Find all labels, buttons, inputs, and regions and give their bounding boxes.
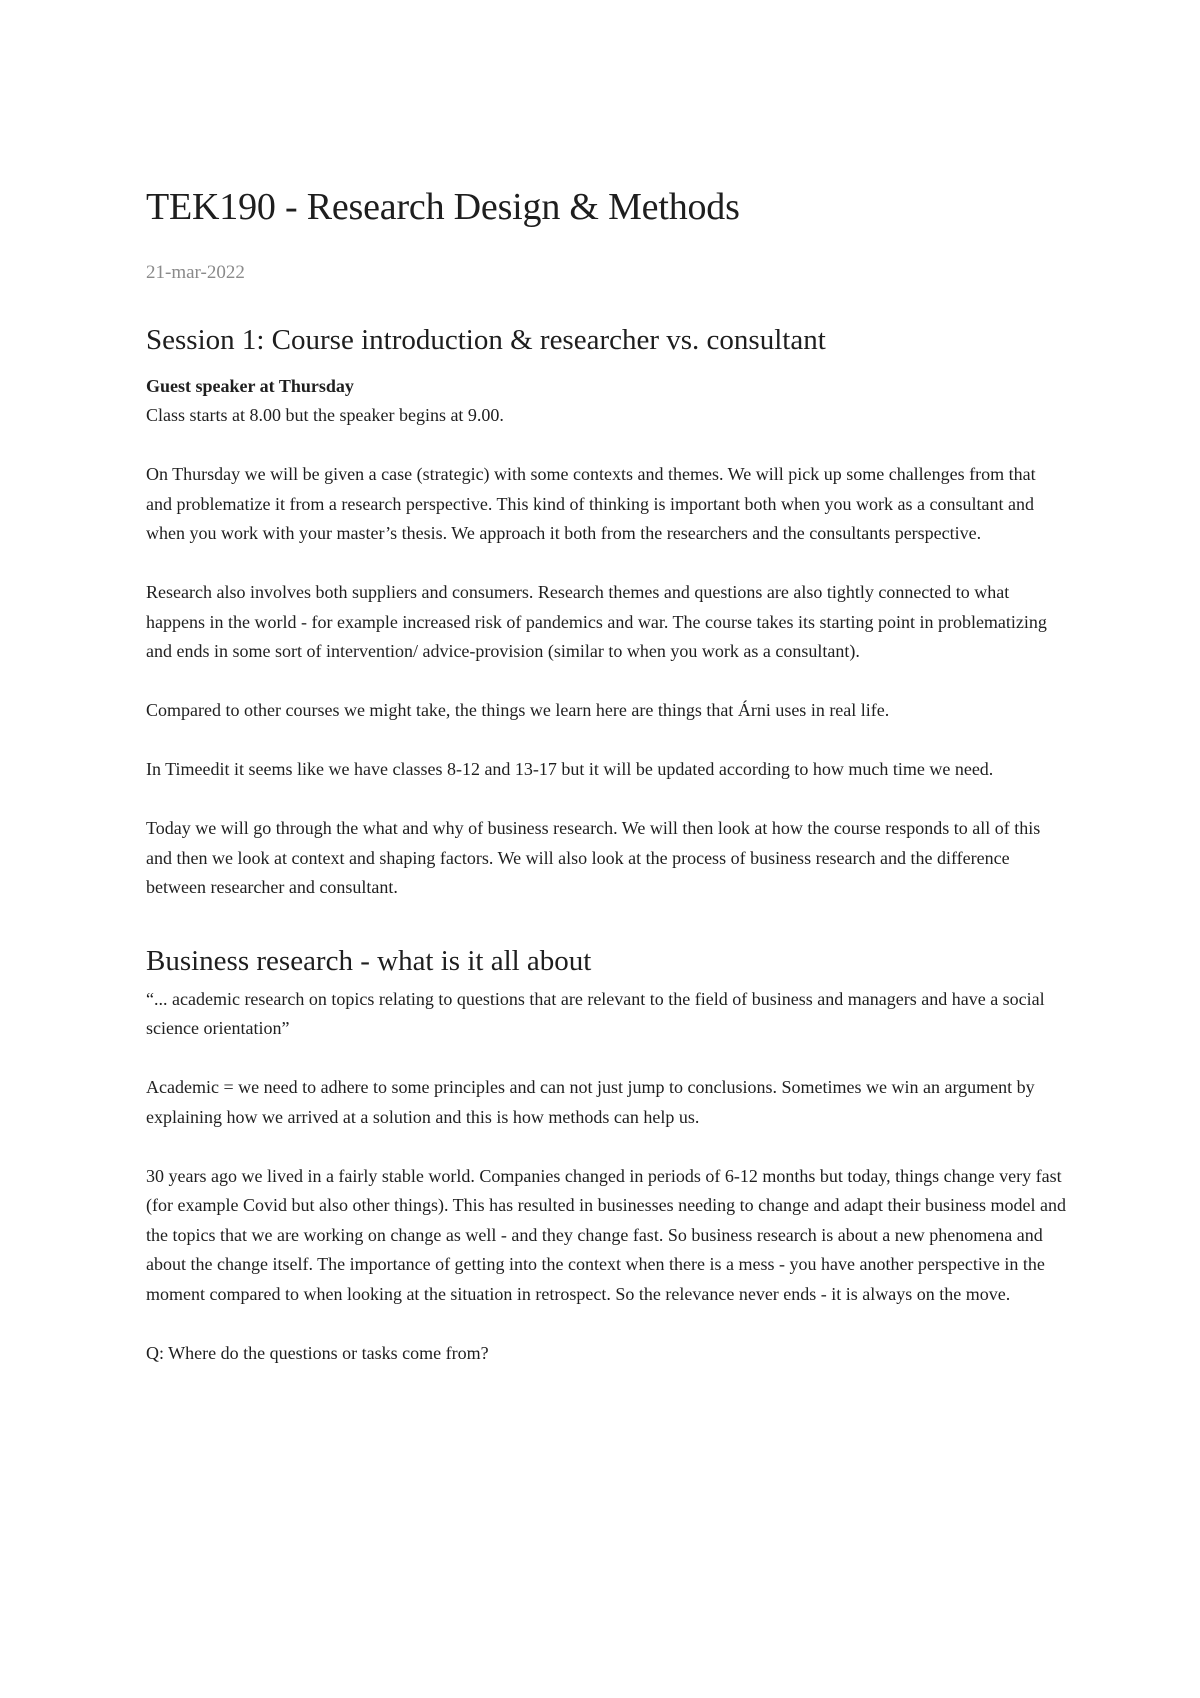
section-heading-business-research: Business research - what is it all about	[146, 944, 592, 977]
section-heading-session-1: Session 1: Course introduction & researcher vs. consultant	[146, 324, 826, 356]
paragraph: In Timeedit it seems like we have classes 8-12 and 13-17 but it will be updated according to how much time we need.	[146, 759, 994, 779]
document-title: TEK190 - Research Design & Methods	[146, 186, 740, 228]
question-paragraph: Q: Where do the questions or tasks come from?	[146, 1342, 489, 1363]
paragraph: Research also involves both suppliers and consumers. Research themes and questions are also tightly connected to what happens in the world - for example increased risk of pandemics and war. The course takes its starting point in problematizing and ends in some sort of intervention/ advice-provision (similar to when you work as a consultant).	[146, 582, 1047, 661]
paragraph: 30 years ago we lived in a fairly stable world. Companies changed in periods of 6-12 months but today, things change very fast (for example Covid but also other things). This has resulted in businesses needing to change and adapt their business model and the topics that we are working on change as well - and they change fast. So business research is about a new phenomena and about the change itself. The importance of getting into the context when there is a mess - you have another perspective in the moment compared to when looking at the situation in retrospect. So the relevance never ends - it is always on the move.	[146, 1165, 1066, 1304]
document-date: 21-mar-2022	[146, 262, 245, 283]
subheading-guest-speaker: Guest speaker at Thursday	[146, 376, 354, 396]
paragraph: Today we will go through the what and why of business research. We will then look at how the course responds to all of this and then we look at context and shaping factors. We will also look at the process of business research and the difference between researcher and consultant.	[146, 818, 1041, 897]
paragraph: Class starts at 8.00 but the speaker begins at 9.00.	[146, 405, 504, 425]
quote-paragraph: “... academic research on topics relating to questions that are relevant to the field of business and managers and have a social science orientation”	[146, 988, 1045, 1038]
paragraph: Academic = we need to adhere to some principles and can not just jump to conclusions. Sometimes we win an argument by explaining how we arrived at a solution and this is how methods can help us.	[146, 1077, 1035, 1127]
document-page	[146, 180, 1066, 1368]
paragraph: On Thursday we will be given a case (strategic) with some contexts and themes. We will pick up some challenges from that and problematize it from a research perspective. This kind of thinking is important both when you work as a consultant and when you work with your master’s thesis. We approach it both from the researchers and the consultants perspective.	[146, 464, 1036, 543]
paragraph: Compared to other courses we might take, the things we learn here are things that Árni uses in real life.	[146, 700, 890, 720]
